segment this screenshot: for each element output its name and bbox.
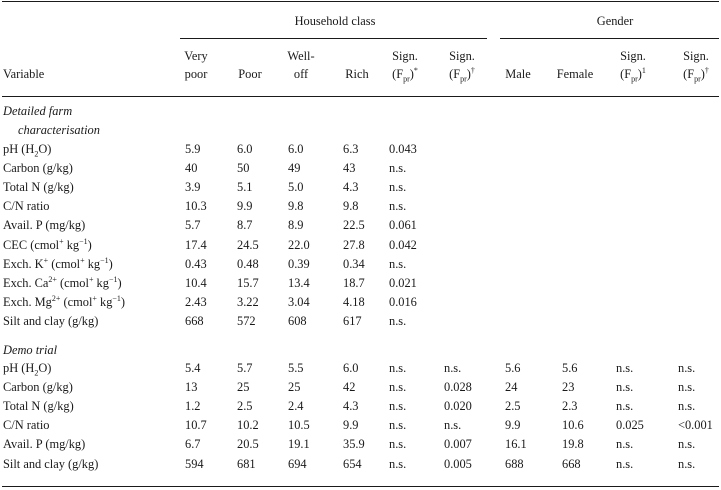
cell-rich: 42	[343, 380, 356, 394]
header-female: Female	[556, 67, 594, 81]
row-variable-label: C/N ratio	[3, 418, 50, 432]
header-fpr-household-1: $(F_{pr})^*$	[392, 65, 418, 84]
cell-poor: 50	[237, 161, 250, 175]
cell-very-poor: 6.7	[185, 437, 201, 451]
cell-well-off: 25	[288, 380, 301, 394]
cell-rich: 617	[343, 314, 362, 328]
cell-sign-household-1: n.s.	[389, 199, 407, 213]
cell-female: 19.8	[562, 437, 584, 451]
header-very-poor-line2: poor	[184, 67, 208, 81]
cell-rich: 0.34	[343, 257, 365, 271]
cell-sign-household-1: n.s.	[389, 380, 407, 394]
cell-female: 668	[562, 457, 581, 471]
cell-sign-household-1: n.s.	[389, 399, 407, 413]
cell-rich: 4.18	[343, 295, 365, 309]
row-variable-label: Carbon (g/kg)	[3, 380, 73, 394]
cell-sign-household-1: n.s.	[389, 180, 407, 194]
cell-male: 688	[505, 457, 524, 471]
cell-rich: 654	[343, 457, 362, 471]
cell-sign-gender-1: n.s.	[616, 399, 634, 413]
cell-poor: 5.1	[237, 180, 253, 194]
cell-well-off: 608	[288, 314, 307, 328]
cell-well-off: 3.04	[288, 295, 310, 309]
cell-very-poor: 2.43	[185, 295, 207, 309]
cell-very-poor: 13	[185, 380, 198, 394]
header-fpr-gender-2: $(F_{pr})^\dagger$	[683, 65, 709, 84]
cell-very-poor: 0.43	[185, 257, 207, 271]
cell-male: 5.6	[505, 361, 521, 375]
household-group-rule	[180, 38, 487, 39]
cell-well-off: 5.5	[288, 361, 304, 375]
cell-sign-household-2: 0.028	[444, 380, 472, 394]
cell-poor: 24.5	[237, 238, 259, 252]
row-variable-label: Total N (g/kg)	[3, 399, 74, 413]
cell-female: 23	[562, 380, 575, 394]
header-well-off-line1: Well-	[287, 49, 315, 63]
cell-poor: 10.2	[237, 418, 259, 432]
header-sign-gender-1: Sign.	[620, 49, 646, 63]
cell-very-poor: 5.9	[185, 142, 201, 156]
cell-very-poor: 17.4	[185, 238, 207, 252]
cell-poor: 9.9	[237, 199, 253, 213]
cell-sign-gender-1: n.s.	[616, 361, 634, 375]
cell-well-off: 5.0	[288, 180, 304, 194]
header-well-off-line2: off	[293, 67, 309, 81]
cell-rich: 43	[343, 161, 356, 175]
cell-sign-gender-1: n.s.	[616, 437, 634, 451]
cell-poor: 572	[237, 314, 256, 328]
cell-poor: 20.5	[237, 437, 259, 451]
cell-well-off: 9.8	[288, 199, 304, 213]
cell-sign-household-1: n.s.	[389, 361, 407, 375]
cell-sign-household-1: n.s.	[389, 161, 407, 175]
header-sign-household-2: Sign.	[449, 49, 475, 63]
cell-well-off: 0.39	[288, 257, 310, 271]
cell-poor: 6.0	[237, 142, 253, 156]
row-variable-label: Total N (g/kg)	[3, 180, 74, 194]
header-fpr-gender-1: $(F_{pr})^1$	[620, 65, 646, 84]
cell-sign-household-2: n.s.	[444, 418, 462, 432]
cell-well-off: 8.9	[288, 218, 304, 232]
cell-poor: 8.7	[237, 218, 253, 232]
row-variable-label: Exch. $Mg^{2+}$ (cmol+ $kg^{-1}$)	[3, 293, 126, 309]
header-variable: Variable	[3, 67, 45, 81]
cell-poor: 681	[237, 457, 256, 471]
cell-sign-gender-2: n.s.	[678, 437, 696, 451]
cell-poor: 2.5	[237, 399, 253, 413]
cell-sign-household-1: n.s.	[389, 457, 407, 471]
cell-rich: 27.8	[343, 238, 365, 252]
cell-poor: 15.7	[237, 276, 259, 290]
row-variable-label: Exch. K+ (cmol+ $kg^{-1}$)	[3, 255, 113, 271]
cell-sign-household-1: 0.021	[389, 276, 417, 290]
cell-sign-gender-2: n.s.	[678, 457, 696, 471]
cell-rich: 6.3	[343, 142, 359, 156]
cell-sign-gender-2: n.s.	[678, 361, 696, 375]
cell-male: 16.1	[505, 437, 527, 451]
row-variable-label: C/N ratio	[3, 199, 50, 213]
header-very-poor-line1: Very	[184, 49, 208, 63]
cell-sign-household-1: n.s.	[389, 437, 407, 451]
cell-very-poor: 1.2	[185, 399, 201, 413]
table-top-rule	[2, 1, 719, 2]
cell-sign-household-2: n.s.	[444, 361, 462, 375]
cell-rich: 4.3	[343, 399, 359, 413]
cell-rich: 6.0	[343, 361, 359, 375]
cell-well-off: 694	[288, 457, 307, 471]
cell-sign-gender-2: n.s.	[678, 380, 696, 394]
group-header-household: Household class	[294, 14, 376, 28]
cell-rich: 9.9	[343, 418, 359, 432]
table-bottom-rule	[2, 486, 719, 487]
header-sign-household-1: Sign.	[392, 49, 418, 63]
cell-very-poor: 10.4	[185, 276, 207, 290]
cell-sign-gender-2: n.s.	[678, 399, 696, 413]
cell-rich: 4.3	[343, 180, 359, 194]
row-variable-label: pH $(H_2O)$	[3, 142, 52, 159]
cell-sign-gender-2: <0.001	[678, 418, 713, 432]
cell-well-off: 19.1	[288, 437, 310, 451]
section-label-demo: Demo trial	[3, 343, 58, 357]
header-fpr-household-2: $(F_{pr})^\dagger$	[449, 65, 475, 84]
cell-sign-household-2: 0.007	[444, 437, 472, 451]
row-variable-label: CEC (cmol+ $kg^{-1}$)	[3, 236, 92, 252]
cell-male: 24	[505, 380, 518, 394]
cell-very-poor: 10.7	[185, 418, 207, 432]
row-variable-label: Exch. $Ca^{2+}$ (cmol+ $kg^{-1}$)	[3, 274, 122, 290]
cell-very-poor: 3.9	[185, 180, 201, 194]
header-bottom-rule	[2, 96, 719, 97]
cell-male: 2.5	[505, 399, 521, 413]
header-poor: Poor	[238, 67, 262, 81]
cell-rich: 9.8	[343, 199, 359, 213]
cell-male: 9.9	[505, 418, 521, 432]
row-variable-label: Silt and clay (g/kg)	[3, 457, 99, 471]
cell-well-off: 6.0	[288, 142, 304, 156]
group-header-gender: Gender	[596, 14, 634, 28]
cell-poor: 5.7	[237, 361, 253, 375]
cell-poor: 3.22	[237, 295, 259, 309]
section-label-detailed-line1: Detailed farm	[3, 104, 73, 118]
cell-very-poor: 5.4	[185, 361, 201, 375]
section-label-detailed-line2: characterisation	[18, 123, 100, 137]
cell-well-off: 13.4	[288, 276, 310, 290]
cell-female: 2.3	[562, 399, 578, 413]
cell-well-off: 49	[288, 161, 301, 175]
row-variable-label: Silt and clay (g/kg)	[3, 314, 99, 328]
cell-sign-gender-1: n.s.	[616, 457, 634, 471]
cell-well-off: 2.4	[288, 399, 304, 413]
cell-sign-household-1: 0.042	[389, 238, 417, 252]
cell-sign-household-1: 0.016	[389, 295, 417, 309]
cell-sign-household-1: n.s.	[389, 314, 407, 328]
cell-sign-household-2: 0.005	[444, 457, 472, 471]
cell-sign-gender-1: 0.025	[616, 418, 644, 432]
cell-very-poor: 40	[185, 161, 198, 175]
cell-sign-household-2: 0.020	[444, 399, 472, 413]
gender-group-rule	[500, 38, 719, 39]
cell-sign-household-1: n.s.	[389, 257, 407, 271]
cell-sign-gender-1: n.s.	[616, 380, 634, 394]
cell-very-poor: 594	[185, 457, 204, 471]
cell-rich: 35.9	[343, 437, 365, 451]
cell-very-poor: 668	[185, 314, 204, 328]
cell-rich: 18.7	[343, 276, 365, 290]
cell-sign-household-1: n.s.	[389, 418, 407, 432]
cell-female: 10.6	[562, 418, 584, 432]
cell-well-off: 10.5	[288, 418, 310, 432]
cell-very-poor: 10.3	[185, 199, 207, 213]
header-sign-gender-2: Sign.	[683, 49, 709, 63]
row-variable-label: Avail. P (mg/kg)	[3, 218, 86, 232]
row-variable-label: Carbon (g/kg)	[3, 161, 73, 175]
cell-sign-household-1: 0.043	[389, 142, 417, 156]
row-variable-label: pH $(H_2O)$	[3, 361, 52, 378]
header-rich: Rich	[345, 67, 369, 81]
cell-poor: 25	[237, 380, 250, 394]
row-variable-label: Avail. P (mg/kg)	[3, 437, 86, 451]
header-male: Male	[505, 67, 531, 81]
cell-well-off: 22.0	[288, 238, 310, 252]
cell-rich: 22.5	[343, 218, 365, 232]
cell-sign-household-1: 0.061	[389, 218, 417, 232]
cell-female: 5.6	[562, 361, 578, 375]
cell-poor: 0.48	[237, 257, 259, 271]
cell-very-poor: 5.7	[185, 218, 201, 232]
